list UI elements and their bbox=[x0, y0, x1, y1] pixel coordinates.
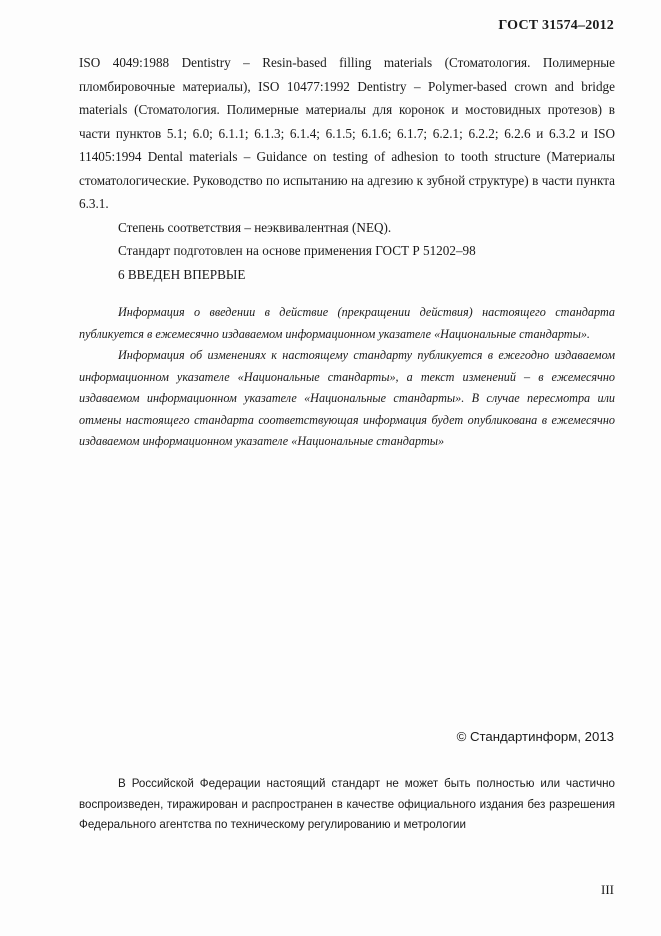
info-paragraph-enactment: Информация о введении в действие (прекращении действия) настоящего стандарта публикуется в ежемесячно издаваемом информационном указателе «Национальные стандарты». bbox=[79, 305, 615, 341]
prepared-basis: Стандарт подготовлен на основе применения ГОСТ Р 51202–98 bbox=[118, 243, 476, 258]
copyright: © Стандартинформ, 2013 bbox=[456, 729, 614, 744]
standard-code-header: ГОСТ 31574–2012 bbox=[498, 18, 614, 33]
reproduction-notice: В Российской Федерации настоящий стандарт не может быть полностью или частично воспроизведен, тиражирован и распространен в качестве официального издания без разрешения Федерального агентства по техническому регулированию и метрологии bbox=[79, 777, 615, 831]
conformity-degree: Степень соответствия – неэквивалентная (NEQ). bbox=[118, 219, 392, 235]
iso-references-paragraph: ISO 4049:1988 Dentistry – Resin-based filling materials (Стоматология. Полимерные пломбировочные материалы), ISO 10477:1992 Dentistry – Polymer-based crown and bridge materials (Стоматология. Полимерные материалы для коронок и мостовидных протезов) в части пунктов 5.1; 6.0; 6.1.1; 6.1.3; 6.1.4; 6.1.5; 6.1.6; 6.1.7; 6.2.1; 6.2.2; 6.2.6 и 6.3.2 и ISO 11405:1994 Dental materials – Guidance on testing of adhesion to tooth structure (Материалы стоматологические. Руководство по испытанию на адгезию к зубной структуре) в части пункта 6.3.1. bbox=[79, 55, 615, 211]
section-6-heading: 6 ВВЕДЕН ВПЕРВЫЕ bbox=[118, 267, 246, 282]
page-number: III bbox=[601, 882, 614, 897]
info-paragraph-changes: Информация об изменениях к настоящему стандарту публикуется в ежегодно издаваемом информационном указателе «Национальные стандарты», а текст изменений – в ежемесячно издаваемом информационном указателе «Национальные стандарты». В случае пересмотра или отмены настоящего стандарта соответствующая информация будет опубликована в ежемесячно издаваемом информационном указателе «Национальные стандарты» bbox=[79, 348, 615, 448]
main-text bbox=[79, 51, 615, 263]
info-block bbox=[79, 302, 615, 453]
